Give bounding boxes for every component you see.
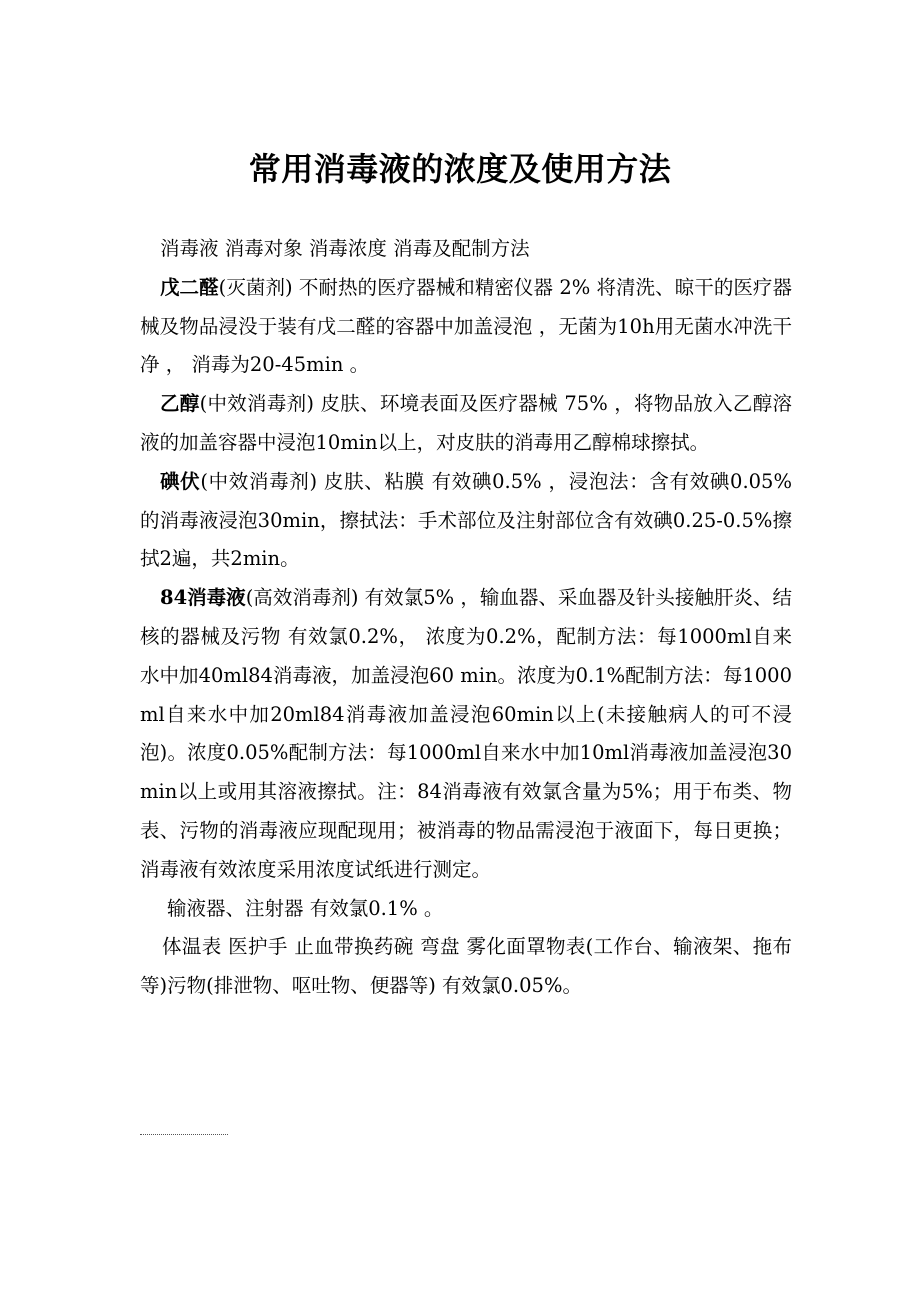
line-misc: 体温表 医护手 止血带换药碗 弯盘 雾化面罩物表(工作台、输液架、拖布等)污物(排泄物、呕吐物、便器等) 有效氯0.05%。 [140,935,792,998]
entry-84-disinfectant [140,579,792,889]
entry-glutaraldehyde [140,269,792,385]
document-body [140,230,792,1006]
entry-ethanol [140,385,792,463]
entry-name: 84消毒液 [160,586,246,610]
line-infusion: 输液器、注射器 有效氯0.1% 。 [167,896,444,920]
entry-text: (灭菌剂) 不耐热的医疗器械和精密仪器 2% 将清洗、晾干的医疗器械及物品浸没于装有戊二醛的容器中加盖浸泡 ，无菌为10h用无菌水冲洗干净 ， 消毒为20-45min 。 [140,275,792,377]
entry-name: 乙醇 [160,392,200,416]
entry-name: 戊二醛 [160,275,219,299]
entry-iodophor [140,463,792,579]
footer-dotted-rule [140,1134,228,1135]
entry-text: (高效消毒剂) 有效氯5% ，输血器、采血器及针头接触肝炎、结核的器械及污物 有效氯0.2%， 浓度为0.2%，配制方法：每1000ml自来水中加40ml84消毒液，加盖浸泡60 min。浓度为0.1%配制方法：每1000ml自来水中加20ml84消毒液加盖浸泡60min以上(未接触病人的可不浸泡)。浓度0.05%配制方法：每1000ml自来水中加10ml消毒液加盖浸泡30min以上或用其溶液擦拭。注：84消毒液有效氯含量为5%；用于布类、物表、污物的消毒液应现配现用；被消毒的物品需浸泡于液面下，每日更换；消毒液有效浓度采用浓度试纸进行测定。 [140,586,792,881]
entry-text: (中效消毒剂) 皮肤、环境表面及医疗器械 75% ，将物品放入乙醇溶液的加盖容器中浸泡10min以上，对皮肤的消毒用乙醇棉球擦拭。 [140,392,792,454]
page-title: 常用消毒液的浓度及使用方法 [248,150,672,188]
header-row: 消毒液 消毒对象 消毒浓度 消毒及配制方法 [160,237,530,260]
entry-name: 碘伏 [160,469,201,493]
entry-text: (中效消毒剂) 皮肤、粘膜 有效碘0.5% ，浸泡法：含有效碘0.05%的消毒液浸泡30min，擦拭法：手术部位及注射部位含有效碘0.25-0.5%擦拭2遍，共2min。 [140,469,792,571]
